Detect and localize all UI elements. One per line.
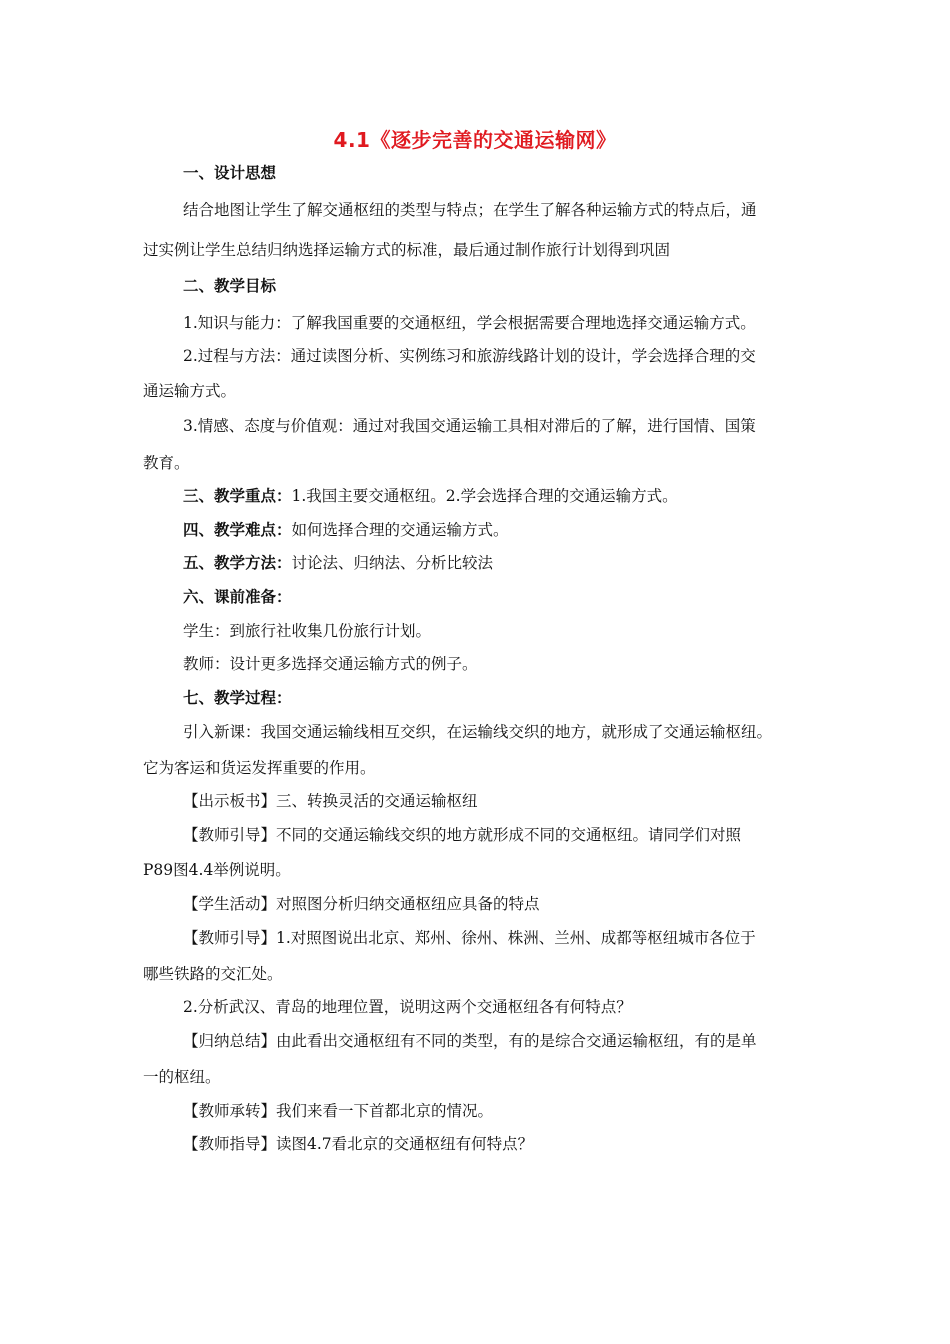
goal-3-line-2: 教育。 [143, 454, 190, 472]
goal-3-line-1: 3.情感、态度与价值观：通过对我国交通运输工具相对滞后的了解，进行国情、国策 [183, 417, 756, 435]
design-paragraph-line-1: 结合地图让学生了解交通枢纽的类型与特点；在学生了解各种运输方式的特点后，通 [183, 201, 757, 219]
process-line-activity: 【学生活动】对照图分析归纳交通枢纽应具备的特点 [183, 895, 540, 913]
process-line-guide-2b: 哪些铁路的交汇处。 [143, 965, 283, 983]
goal-2-line-2: 通运输方式。 [143, 382, 237, 400]
section-heading-design: 一、设计思想 [183, 164, 277, 182]
process-line-board: 【出示板书】三、转换灵活的交通运输枢纽 [183, 792, 478, 810]
process-intro-line-2: 它为客运和货运发挥重要的作用。 [143, 759, 376, 777]
section-heading-goals: 二、教学目标 [183, 277, 277, 295]
process-line-guide-1a: 【教师引导】不同的交通运输线交织的地方就形成不同的交通枢纽。请同学们对照 [183, 826, 742, 844]
process-line-summary-b: 一的枢纽。 [143, 1068, 221, 1086]
preparation-teacher: 教师：设计更多选择交通运输方式的例子。 [183, 655, 478, 673]
difficult-points [183, 520, 509, 540]
key-points-label: 三、教学重点： [183, 487, 292, 505]
process-line-instruction: 【教师指导】读图4.7看北京的交通枢纽有何特点？ [183, 1135, 534, 1153]
teaching-methods-text: 讨论法、归纳法、分析比较法 [291, 554, 494, 572]
process-line-transition: 【教师承转】我们来看一下首都北京的情况。 [183, 1102, 494, 1120]
process-line-analysis: 2.分析武汉、青岛的地理位置，说明这两个交通枢纽各有何特点？ [183, 998, 632, 1016]
design-paragraph-line-2: 过实例让学生总结归纳选择运输方式的标准，最后通过制作旅行计划得到巩固 [143, 241, 671, 259]
key-points-text: 1.我国主要交通枢纽。2.学会选择合理的交通运输方式。 [291, 487, 678, 505]
goal-2-line-1: 2.过程与方法：通过读图分析、实例练习和旅游线路计划的设计，学会选择合理的交 [183, 347, 756, 365]
process-line-summary-a: 【归纳总结】由此看出交通枢纽有不同的类型，有的是综合交通运输枢纽，有的是单 [183, 1032, 757, 1050]
key-points [183, 486, 678, 506]
preparation-student: 学生：到旅行社收集几份旅行计划。 [183, 622, 432, 640]
process-line-guide-2a: 【教师引导】1.对照图说出北京、郑州、徐州、株洲、兰州、成都等枢纽城市各位于 [183, 929, 756, 947]
process-intro-line-1: 引入新课：我国交通运输线相互交织，在运输线交织的地方，就形成了交通运输枢纽。 [183, 723, 773, 741]
teaching-methods-label: 五、教学方法： [183, 554, 292, 572]
difficult-points-text: 如何选择合理的交通运输方式。 [291, 521, 509, 539]
section-heading-process: 七、教学过程： [183, 689, 292, 707]
process-line-guide-1b: P89图4.4举例说明。 [143, 861, 291, 879]
section-heading-preparation: 六、课前准备： [183, 588, 292, 606]
teaching-methods [183, 553, 493, 573]
goal-1: 1.知识与能力：了解我国重要的交通枢纽，学会根据需要合理地选择交通运输方式。 [183, 314, 756, 332]
document-title: 4.1《逐步完善的交通运输网》 [333, 128, 617, 152]
difficult-points-label: 四、教学难点： [183, 521, 292, 539]
